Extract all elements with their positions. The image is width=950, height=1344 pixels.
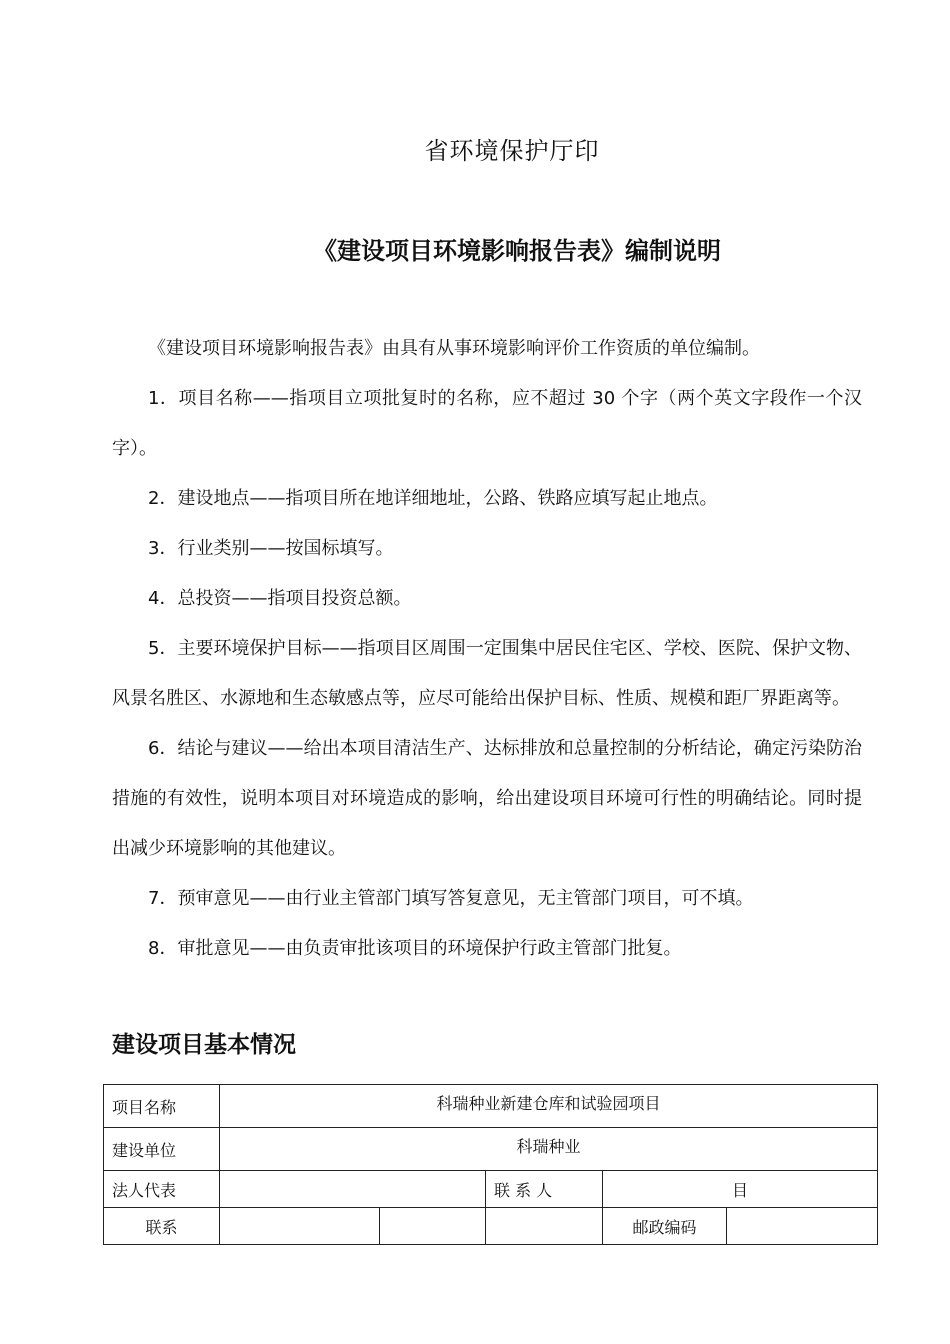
instruction-item-4: 4．总投资——指项目投资总额。 bbox=[148, 588, 412, 609]
construction-unit-value: 科瑞种业 bbox=[220, 1128, 878, 1171]
instruction-item-7: 7．预审意见——由行业主管部门填写答复意见，无主管部门项目，可不填。 bbox=[148, 888, 754, 909]
project-name-value: 科瑞种业新建仓库和试验园项目 bbox=[220, 1085, 878, 1128]
instruction-item-2: 2．建设地点——指项目所在地详细地址，公路、铁路应填写起止地点。 bbox=[148, 488, 718, 509]
table-row bbox=[104, 1208, 878, 1245]
postal-code-label: 邮政编码 bbox=[603, 1208, 727, 1245]
table-row bbox=[104, 1128, 878, 1171]
instruction-item-6: 6．结论与建议——给出本项目清洁生产、达标排放和总量控制的分析结论，确定污染防治措施的有效性，说明本项目对环境造成的影响，给出建设项目环境可行性的明确结论。同时提出减少环境影响的其他建议。 bbox=[112, 738, 862, 859]
contact-person-label: 联 系 人 bbox=[486, 1171, 603, 1208]
basic-info-table bbox=[103, 1084, 878, 1245]
instruction-item-8: 8．审批意见——由负责审批该项目的环境保护行政主管部门批复。 bbox=[148, 938, 682, 959]
instruction-item-1: 1．项目名称——指项目立项批复时的名称，应不超过 30 个字（两个英文字段作一个汉字）。 bbox=[112, 388, 862, 459]
section-title: 建设项目基本情况 bbox=[112, 1032, 296, 1058]
contact-value-3 bbox=[486, 1208, 603, 1245]
postal-code-value bbox=[727, 1208, 878, 1245]
instruction-item-5: 5．主要环境保护目标——指项目区周围一定围集中居民住宅区、学校、医院、保护文物、风景名胜区、水源地和生态敏感点等，应尽可能给出保护目标、性质、规模和距厂界距离等。 bbox=[112, 638, 862, 709]
contact-person-value: 目 bbox=[603, 1171, 878, 1208]
contact-value-2 bbox=[380, 1208, 486, 1245]
construction-unit-label: 建设单位 bbox=[104, 1128, 220, 1171]
table-row bbox=[104, 1085, 878, 1128]
instructions-body bbox=[112, 324, 862, 974]
legal-representative-label: 法人代表 bbox=[104, 1171, 220, 1208]
contact-label: 联系 bbox=[104, 1208, 220, 1245]
instruction-item-3: 3．行业类别——按国标填写。 bbox=[148, 538, 394, 559]
issuing-organization: 省环境保护厅印 bbox=[424, 137, 600, 165]
project-name-label: 项目名称 bbox=[104, 1085, 220, 1128]
table-row bbox=[104, 1171, 878, 1208]
instruction-intro: 《建设项目环境影响报告表》由具有从事环境影响评价工作资质的单位编制。 bbox=[148, 338, 760, 359]
document-title: 《建设项目环境影响报告表》编制说明 bbox=[313, 237, 721, 265]
contact-value-1 bbox=[220, 1208, 380, 1245]
legal-representative-value bbox=[220, 1171, 486, 1208]
